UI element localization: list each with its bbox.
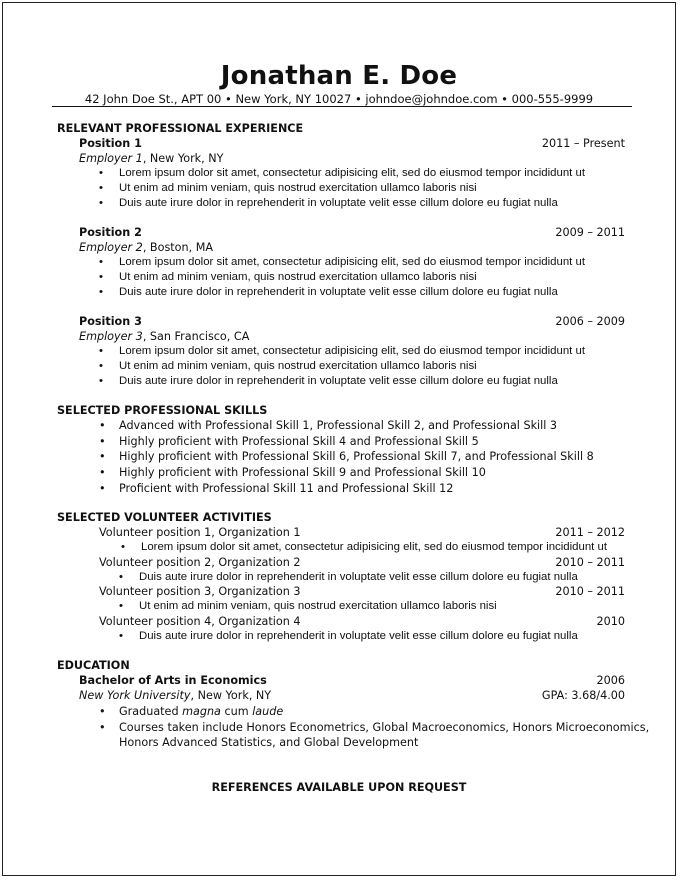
employer-line: [79, 241, 213, 254]
courses-continuation: Honors Advanced Statistics, and Global Development: [119, 736, 419, 749]
employer-line: [79, 152, 223, 165]
volunteer-dates: 2010: [596, 615, 625, 628]
skill-item: • Highly proficient with Professional Skill 9 and Professional Skill 10: [99, 466, 486, 479]
bullet-item: • Lorem ipsum dolor sit amet, consectetur adipisicing elit, sed do eiusmod tempor incididunt ut: [99, 345, 585, 357]
position-dates: 2006 – 2009: [555, 315, 625, 328]
volunteer-dates: 2010 – 2011: [555, 556, 625, 569]
skill-item: • Proficient with Professional Skill 11 and Professional Skill 12: [99, 482, 454, 495]
skills-heading: SELECTED PROFESSIONAL SKILLS: [57, 404, 268, 417]
employer-name: Employer 3: [79, 330, 143, 343]
school-location: , New York, NY: [190, 689, 272, 702]
bullet-item: • Lorem ipsum dolor sit amet, consectetur adipisicing elit, sed do eiusmod tempor incididunt ut: [99, 256, 585, 268]
employer-location: , San Francisco, CA: [142, 330, 250, 343]
education-heading: EDUCATION: [57, 659, 130, 672]
bullet-item: • Ut enim ad minim veniam, quis nostrud exercitation ullamco laboris nisi: [99, 360, 477, 372]
graduation-year: 2006: [596, 674, 625, 687]
references-note: REFERENCES AVAILABLE UPON REQUEST: [211, 781, 467, 794]
position-dates: 2009 – 2011: [555, 226, 625, 239]
bullet-item: • Duis aute irure dolor in reprehenderit in voluptate velit esse cillum dolore eu fugiat nulla: [99, 375, 558, 387]
volunteer-role: Volunteer position 3, Organization 3: [99, 585, 301, 598]
position-title: Position 3: [79, 315, 142, 328]
volunteer-role: Volunteer position 2, Organization 2: [99, 556, 301, 569]
bullet-item: • Duis aute irure dolor in reprehenderit in voluptate velit esse cillum dolore eu fugiat nulla: [119, 630, 578, 642]
position-title: Position 1: [79, 137, 142, 150]
position-title: Position 2: [79, 226, 142, 239]
bullet-item: • Duis aute irure dolor in reprehenderit in voluptate velit esse cillum dolore eu fugiat nulla: [99, 197, 558, 209]
school-name: New York University: [79, 689, 191, 702]
employer-name: Employer 1: [79, 152, 143, 165]
volunteer-role: Volunteer position 1, Organization 1: [99, 526, 301, 539]
bullet-item: • Lorem ipsum dolor sit amet, consectetur adipisicing elit, sed do eiusmod tempor incididunt ut: [99, 167, 585, 179]
honors-item: • Graduated magna cum laude: [99, 705, 284, 718]
bullet-item: • Ut enim ad minim veniam, quis nostrud exercitation ullamco laboris nisi: [119, 600, 497, 612]
contact-line: 42 John Doe St., APT 00 • New York, NY 10027 • johndoe@johndoe.com • 000-555-9999: [84, 92, 594, 106]
applicant-name: Jonathan E. Doe: [220, 61, 458, 91]
school-line: [79, 689, 271, 702]
volunteer-dates: 2011 – 2012: [555, 526, 625, 539]
skill-item: • Highly proficient with Professional Skill 6, Professional Skill 7, and Professional Skill 8: [99, 450, 594, 463]
resume-page: [2, 2, 676, 876]
bullet-item: • Ut enim ad minim veniam, quis nostrud exercitation ullamco laboris nisi: [99, 182, 477, 194]
position-dates: 2011 – Present: [541, 137, 625, 150]
bullet-item: • Ut enim ad minim veniam, quis nostrud exercitation ullamco laboris nisi: [99, 271, 477, 283]
employer-name: Employer 2: [79, 241, 143, 254]
employer-line: [79, 330, 249, 343]
degree: Bachelor of Arts in Economics: [79, 674, 267, 687]
employer-location: , New York, NY: [142, 152, 224, 165]
volunteer-heading: SELECTED VOLUNTEER ACTIVITIES: [57, 511, 272, 524]
courses-item: • Courses taken include Honors Econometrics, Global Macroeconomics, Honors Microeconomics,: [99, 721, 650, 734]
bullet-item: • Duis aute irure dolor in reprehenderit in voluptate velit esse cillum dolore eu fugiat nulla: [99, 286, 558, 298]
bullet-item: • Lorem ipsum dolor sit amet, consectetur adipisicing elit, sed do eiusmod tempor incididunt ut: [121, 541, 607, 553]
volunteer-role: Volunteer position 4, Organization 4: [99, 615, 301, 628]
gpa: GPA: 3.68/4.00: [541, 689, 625, 702]
bullet-item: • Duis aute irure dolor in reprehenderit in voluptate velit esse cillum dolore eu fugiat nulla: [119, 571, 578, 583]
experience-heading: RELEVANT PROFESSIONAL EXPERIENCE: [57, 122, 304, 135]
skill-item: • Highly proficient with Professional Skill 4 and Professional Skill 5: [99, 435, 479, 448]
skill-item: • Advanced with Professional Skill 1, Professional Skill 2, and Professional Skill 3: [99, 419, 558, 432]
employer-location: , Boston, MA: [142, 241, 214, 254]
volunteer-dates: 2010 – 2011: [555, 585, 625, 598]
